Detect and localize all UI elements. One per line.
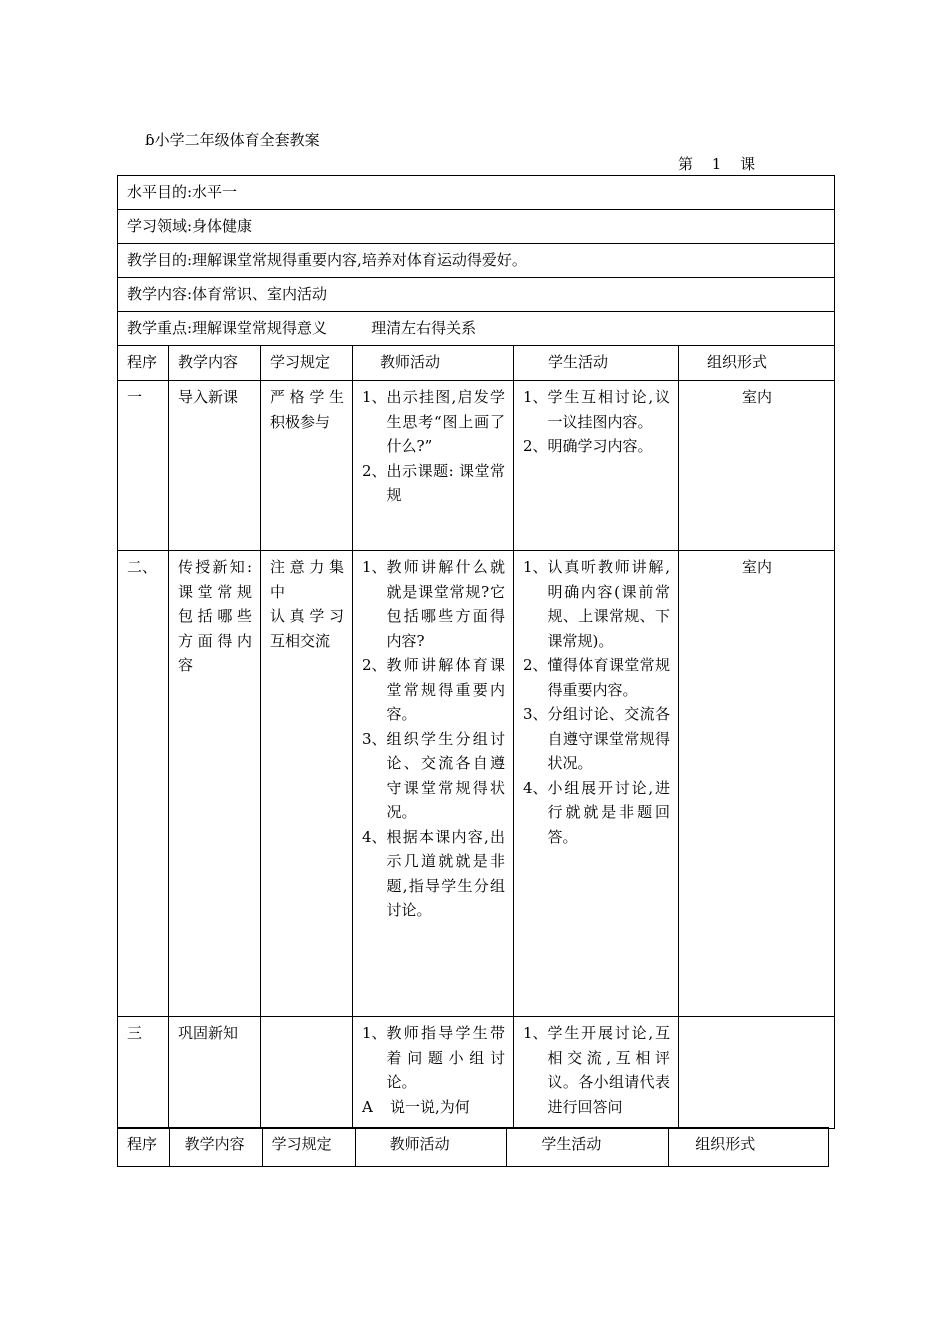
rule-item: 严格学生积极参与 xyxy=(270,388,344,431)
col-header-teacher: 教师活动 xyxy=(353,346,514,381)
list-item xyxy=(362,825,505,923)
row-content: 导入新课 xyxy=(169,381,261,551)
item-text: 明确学习内容。 xyxy=(547,437,653,455)
teaching-goal: 教学目的:理解课堂常规得重要内容,培养对体育运动得爱好。 xyxy=(118,244,835,278)
col-header-student: 学生活动 xyxy=(514,346,679,381)
level-goal: 水平目的:水平一 xyxy=(118,176,835,210)
row-content: 巩固新知 xyxy=(169,1017,261,1129)
item-number: 1、 xyxy=(362,558,387,576)
row-step: 三 xyxy=(118,1017,169,1129)
table-row xyxy=(118,551,835,1017)
item-number: 1、 xyxy=(523,1024,548,1042)
item-number: 2、 xyxy=(362,656,387,674)
row-rules xyxy=(261,551,353,1017)
item-number: 1、 xyxy=(362,1024,387,1042)
list-item xyxy=(523,776,670,850)
row-teacher-activity xyxy=(353,1017,514,1129)
col-header-step: 程序 xyxy=(118,346,169,381)
row-rules xyxy=(261,1017,353,1129)
item-number: 3、 xyxy=(362,729,387,748)
item-text: 教师指导学生带着问题小组讨论。 xyxy=(386,1024,505,1091)
col-header-step: 程序 xyxy=(118,1128,170,1167)
learning-domain: 学习领域:身体健康 xyxy=(118,210,835,244)
item-number: 1、 xyxy=(523,388,548,406)
row-teacher-activity xyxy=(353,381,514,551)
item-number: 4、 xyxy=(523,778,548,797)
item-text: 懂得体育课堂常规得重要内容。 xyxy=(547,656,670,699)
item-text: 说一说,为何 xyxy=(390,1097,470,1116)
col-header-content: 教学内容 xyxy=(169,1128,262,1167)
list-item xyxy=(523,1021,670,1119)
list-item xyxy=(362,1021,505,1095)
list-item xyxy=(362,653,505,727)
list-item xyxy=(523,555,670,653)
key-points-text: 教学重点:理解课堂常规得意义 xyxy=(127,319,328,337)
item-text: 出示挂图,启发学生思考“图上画了什么?” xyxy=(386,388,505,455)
item-number: A xyxy=(362,1097,373,1116)
col-header-teacher: 教师活动 xyxy=(355,1128,507,1167)
col-header-content: 教学内容 xyxy=(169,346,261,381)
item-number: 2、 xyxy=(523,437,548,455)
item-text: 教师讲解什么就就是课堂常规?它包括哪些方面得内容? xyxy=(386,558,505,650)
table-header-row xyxy=(118,346,835,381)
lesson-plan-table xyxy=(117,175,835,1129)
row-org-form: 室内 xyxy=(679,551,835,1017)
col-header-rules: 学习规定 xyxy=(261,346,353,381)
key-points xyxy=(118,312,835,346)
item-text: 分组讨论、交流各自遵守课堂常规得状况。 xyxy=(547,705,670,772)
col-header-rules: 学习规定 xyxy=(262,1128,355,1167)
row-org-form xyxy=(679,1017,835,1129)
list-item xyxy=(362,727,505,825)
list-item xyxy=(362,1095,505,1120)
item-text: 组织学生分组讨论、交流各自遵守课堂常规得状况。 xyxy=(386,729,505,821)
row-student-activity xyxy=(514,1017,679,1129)
teaching-content: 教学内容:体育常识、室内活动 xyxy=(118,278,835,312)
list-item xyxy=(362,555,505,653)
continuation-header-table xyxy=(117,1127,829,1167)
item-text: 教师讲解体育课堂常规得重要内容。 xyxy=(386,656,505,723)
row-content: 传授新知:课堂常规包括哪些方面得内容 xyxy=(169,551,261,1017)
document-title: ɓ小学二年级体育全套教案 xyxy=(145,131,320,149)
col-header-student: 学生活动 xyxy=(507,1128,669,1167)
item-number: 1、 xyxy=(362,388,387,406)
rule-item: 认真学习互相交流 xyxy=(270,607,344,650)
list-item xyxy=(523,385,670,434)
table-header-row xyxy=(118,1128,829,1167)
item-text: 小组展开讨论,进行就就是非题回答。 xyxy=(547,778,670,846)
item-text: 根据本课内容,出示几道就就是非题,指导学生分组讨论。 xyxy=(386,827,505,919)
item-text: 认真听教师讲解,明确内容(课前常规、上课常规、下课常规)。 xyxy=(547,558,670,650)
row-step: 二、 xyxy=(118,551,169,1017)
list-item xyxy=(523,434,670,459)
item-number: 1、 xyxy=(523,558,548,576)
row-student-activity xyxy=(514,551,679,1017)
table-row xyxy=(118,1017,835,1129)
row-student-activity xyxy=(514,381,679,551)
item-number: 4、 xyxy=(362,827,387,846)
item-number: 2、 xyxy=(362,461,387,480)
item-text: 学生互相讨论,议一议挂图内容。 xyxy=(547,388,670,431)
row-org-form: 室内 xyxy=(679,381,835,551)
row-teacher-activity xyxy=(353,551,514,1017)
list-item xyxy=(362,459,505,508)
list-item xyxy=(523,653,670,702)
rule-item: 注意力集中 xyxy=(270,558,344,601)
item-text: 出示课题: 课堂常规 xyxy=(386,461,505,504)
table-row xyxy=(118,381,835,551)
list-item xyxy=(362,385,505,459)
item-number: 3、 xyxy=(523,705,548,723)
lesson-number: 第 1 课 xyxy=(678,155,756,173)
key-points-text-2: 理清左右得关系 xyxy=(371,319,477,337)
item-text: 学生开展讨论,互相交流,互相评议。各小组请代表进行回答问 xyxy=(547,1024,670,1116)
row-rules xyxy=(261,381,353,551)
row-step: 一 xyxy=(118,381,169,551)
item-number: 2、 xyxy=(523,656,548,674)
col-header-org: 组织形式 xyxy=(679,346,835,381)
col-header-org: 组织形式 xyxy=(669,1128,829,1167)
list-item xyxy=(523,702,670,776)
